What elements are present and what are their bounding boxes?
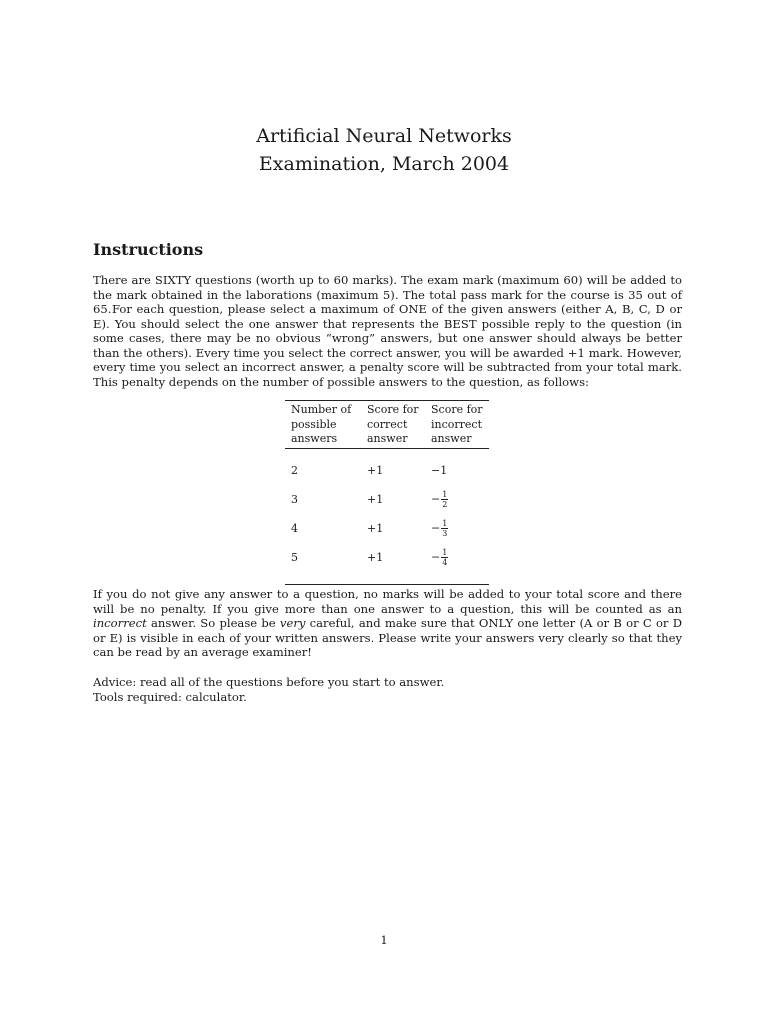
page-number: 1 xyxy=(380,933,388,947)
cell-answers: 5 xyxy=(291,550,298,564)
table-header xyxy=(285,401,489,449)
cell-answers: 2 xyxy=(291,463,298,477)
emphasis-very: very xyxy=(279,616,306,631)
paragraph-exam-overview: There are SIXTY questions (worth up to 60 marks). The exam mark (maximum 60) will be added to the mark obtained in the laborations (maximum 5). The total pass mark for the course is 35 out of 65. xyxy=(93,273,682,317)
fraction: $\frac{1}{4}$ xyxy=(442,547,448,567)
instructions-heading: Instructions xyxy=(93,240,204,259)
cell-incorrect: − $\frac{1}{3}$ xyxy=(431,518,448,538)
fraction: $\frac{1}{2}$ xyxy=(442,489,448,509)
cell-correct: +1 xyxy=(367,521,384,535)
cell-incorrect: − $\frac{1}{2}$ xyxy=(431,489,448,509)
paragraph-answer-warning: If you do not give any answer to a question, no marks will be added to your total score and there will be no penalty. If you give more than one answer to a question, this will be counted as an incorrect answer. So please be very careful, and make sure that ONLY one letter (A or B or C or D or E) is visible in each of your written answers. Please write your answers very clearly so that they can be read by an average examiner! xyxy=(93,587,682,660)
tools-text: Tools required: calculator. xyxy=(93,689,247,704)
table-row xyxy=(285,456,489,485)
table-row xyxy=(285,514,489,543)
fraction: $\frac{1}{3}$ xyxy=(442,518,448,538)
emphasis-incorrect: incorrect xyxy=(93,616,147,631)
header-score-correct: Score for correct answer xyxy=(367,403,419,445)
cell-correct: +1 xyxy=(367,550,384,564)
cell-correct: +1 xyxy=(367,463,384,477)
cell-incorrect: −1 xyxy=(431,463,448,477)
paragraph-answer-rules: For each question, please select a maximum of ONE of the given answers (either A, B, C, D or E). You should select the one answer that represents the BEST possible reply to the question (in some cases, there may be no obvious “wrong” answers, but one answer should always be better than the others). Every time you select the correct answer, you will be awarded +1 mark. However, every time you select an incorrect answer, a penalty score will be subtracted from your total mark. This penalty depends on the number of possible answers to the question, as follows: xyxy=(93,302,682,389)
document-title xyxy=(0,122,768,178)
table-row xyxy=(285,485,489,514)
penalty-score-table xyxy=(285,400,489,585)
header-number-of-answers: Number of possible answers xyxy=(291,403,352,445)
header-score-incorrect: Score for incorrect answer xyxy=(431,403,483,445)
title-line-1: Artificial Neural Networks xyxy=(256,125,512,147)
advice-block xyxy=(93,675,682,704)
cell-incorrect: − $\frac{1}{4}$ xyxy=(431,547,448,567)
table-row xyxy=(285,543,489,572)
advice-text: Advice: read all of the questions before you start to answer. xyxy=(93,675,445,689)
cell-answers: 4 xyxy=(291,521,298,535)
title-line-2: Examination, March 2004 xyxy=(258,153,510,175)
cell-answers: 3 xyxy=(291,492,298,506)
table-body xyxy=(285,449,489,584)
cell-correct: +1 xyxy=(367,492,384,506)
